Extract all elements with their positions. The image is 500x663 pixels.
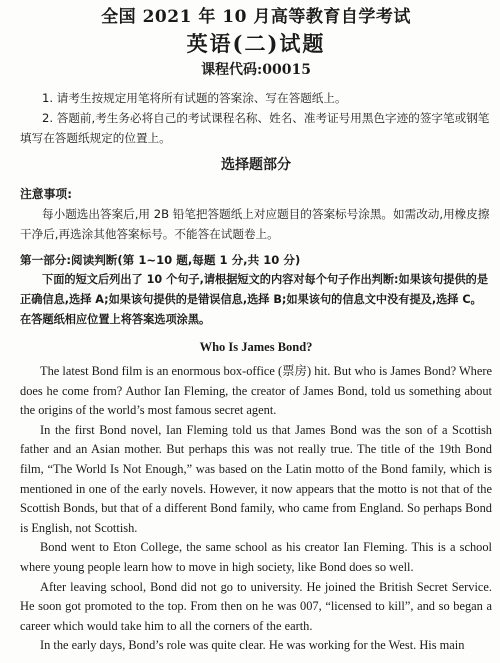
notes-text: 每小题选出答案后,用 2B 铅笔把答题纸上对应题目的答案标号涂黑。如需改动,用橡皮擦干净后,再选涂其他答案标号。不能答在试题卷上。: [20, 207, 490, 241]
part1-heading: 第一部分:阅读判断(第 1~10 题,每题 1 分,共 10 分): [20, 253, 301, 267]
part1-instructions: 下面的短文后列出了 10 个句子,请根据短文的内容对每个句子作出判断:如果该句提供的是正确信息,选择 A;如果该句提供的是错误信息,选择 B;如果该句的信息文中没有提及,选择 C。在答题纸相应位置上将答案选项涂黑。: [20, 273, 489, 326]
notice-2: 2. 答题前,考生务必将自己的考试课程名称、姓名、准考证号用黑色字迹的签字笔或钢笔填写在答题纸规定的位置上。: [20, 111, 490, 145]
notes-label: 注意事项:: [20, 187, 72, 201]
passage-paragraph-4: After leaving school, Bond did not go to university. He joined the British Secret Service. He soon got promoted to the top. From then on he was 007, “licensed to kill”, and so began a career which would take him to all the corners of the earth.: [20, 579, 492, 633]
passage-paragraph-2: In the first Bond novel, Ian Fleming told us that James Bond was the son of a Scottish father and an Asian mother. But perhaps this was not really true. The title of the 19th Bond film, “The World Is Not Enough,” was based on the Latin motto of the Bond family, which is mentioned in one of the early novels. However, it now appears that the motto is not that of the Scottish Bonds, but that of a different Bond family, who came from England. So perhaps Bond is English, not Scottish.: [20, 422, 492, 535]
passage-paragraph-5: In the early days, Bond’s role was quite clear. He was working for the West. His main: [40, 638, 465, 653]
passage-paragraph-3: Bond went to Eton College, the same school as his creator Ian Fleming. This is a school where young people learn how to move in high society, like Bond does so well.: [20, 540, 492, 574]
notice-1: 1. 请考生按规定用笔将所有试题的答案涂、写在答题纸上。: [42, 91, 347, 105]
passage-paragraph-1: The latest Bond film is an enormous box-office (票房) hit. But who is James Bond? Where does he come from? Author Ian Fleming, the creator of James Bond, told us something about the origins of the world’s most famous secret agent.: [20, 364, 492, 418]
exam-title: 全国 2021 年 10 月高等教育自学考试: [101, 7, 411, 27]
subject-title: 英语(二)试题: [186, 31, 326, 56]
course-code: 课程代码:00015: [201, 62, 311, 78]
passage-title: Who Is James Bond?: [199, 340, 313, 354]
section-title: 选择题部分: [221, 157, 291, 173]
